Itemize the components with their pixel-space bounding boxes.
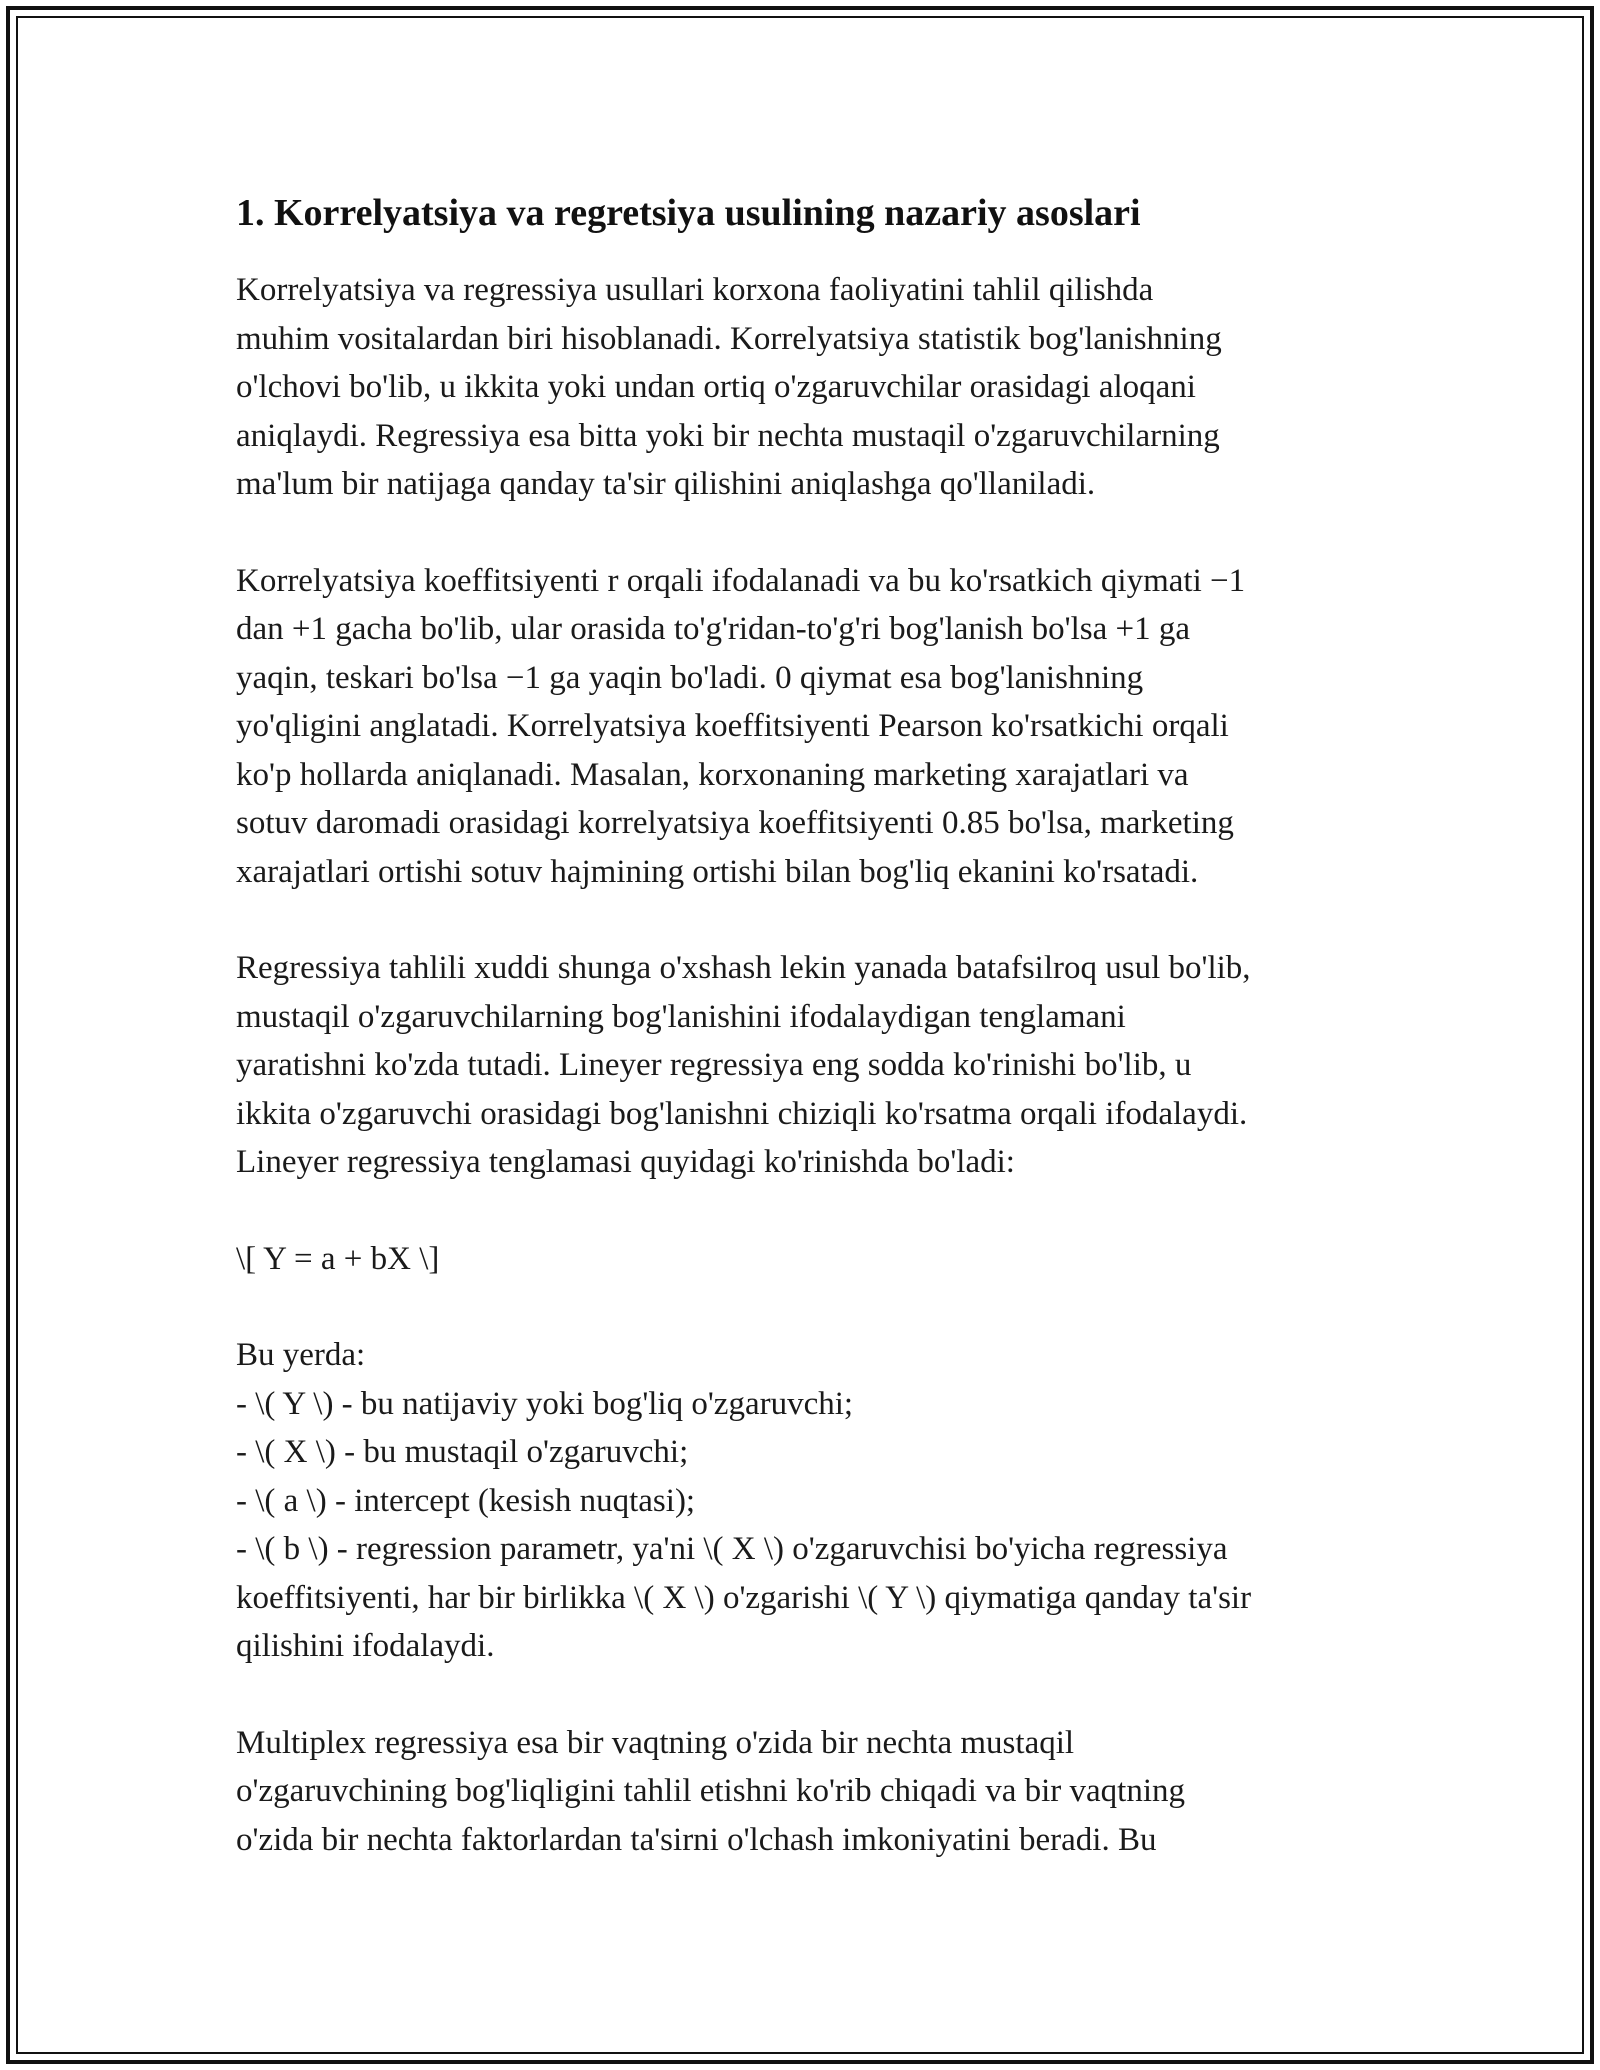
- text-line: ikkita o'zgaruvchi orasidagi bog'lanishni chiziqli ko'rsatma orqali ifodalaydi.: [236, 1095, 1248, 1132]
- definition-item: - \( X \) - bu mustaqil o'zgaruvchi;: [236, 1434, 689, 1470]
- text-line: o'zgaruvchining bog'liqligini tahlil etishni ko'rib chiqadi va bir vaqtning: [236, 1773, 1186, 1809]
- text-line: Multiplex regressiya esa bir vaqtning o'zida bir nechta mustaqil: [236, 1724, 1075, 1761]
- definition-item: - \( b \) - regression parametr, ya'ni \( X \) o'zgaruvchisi bo'yicha regressiya: [236, 1531, 1228, 1567]
- text-line: Korrelyatsiya va regressiya usullari korxona faoliyatini tahlil qilishda: [236, 272, 1154, 308]
- regression-formula: \[ Y = a + bX \]: [236, 1240, 440, 1277]
- text-line: muhim vositalardan biri hisoblanadi. Korrelyatsiya statistik bog'lanishning: [236, 320, 1222, 357]
- text-line: Lineyer regressiya tenglamasi quyidagi ko'rinishda bo'ladi:: [236, 1144, 1015, 1180]
- text-line: Regressiya tahlili xuddi shunga o'xshash lekin yanada batafsilroq usul bo'lib,: [236, 950, 1251, 986]
- definitions-list: [236, 1331, 1376, 1671]
- text-line: xarajatlari ortishi sotuv hajmining ortishi bilan bog'liq ekanini ko'rsatadi.: [236, 853, 1199, 890]
- text-line: mustaqil o'zgaruvchilarning bog'lanishini ifodalaydigan tenglamani: [236, 998, 1126, 1035]
- definition-item: - \( Y \) - bu natijaviy yoki bog'liq o'zgaruvchi;: [236, 1385, 854, 1422]
- text-line: ma'lum bir natijaga qanday ta'sir qilishini aniqlashga qo'llaniladi.: [236, 466, 1096, 502]
- definitions-intro: Bu yerda:: [236, 1337, 366, 1373]
- text-line: sotuv daromadi orasidagi korrelyatsiya koeffitsiyenti 0.85 bo'lsa, marketing: [236, 805, 1234, 841]
- definition-item-continued: koeffitsiyenti, har bir birlikka \( X \) o'zgarishi \( Y \) qiymatiga qanday ta'sir: [236, 1579, 1252, 1616]
- text-line: yaqin, teskari bo'lsa −1 ga yaqin bo'ladi. 0 qiymat esa bog'lanishning: [236, 659, 1144, 696]
- section-heading: 1. Korrelyatsiya va regretsiya usulining nazariy asoslari: [236, 192, 1141, 234]
- formula-block: [236, 1235, 1376, 1284]
- document-page: [236, 186, 1376, 1864]
- text-line: Korrelyatsiya koeffitsiyenti r orqali ifodalanadi va bu ko'rsatkich qiymati −1: [236, 562, 1246, 599]
- text-line: dan +1 gacha bo'lib, ular orasida to'g'ridan-to'g'ri bog'lanish bo'lsa +1 ga: [236, 611, 1191, 647]
- paragraph-correlation-coefficient: [236, 557, 1376, 897]
- definition-item-continued: qilishini ifodalaydi.: [236, 1628, 495, 1664]
- text-line: yo'qligini anglatadi. Korrelyatsiya koeffitsiyenti Pearson ko'rsatkichi orqali: [236, 708, 1229, 744]
- text-line: aniqlaydi. Regressiya esa bitta yoki bir nechta mustaqil o'zgaruvchilarning: [236, 417, 1220, 454]
- paragraph-intro: [236, 266, 1376, 509]
- paragraph-regression-analysis: [236, 944, 1376, 1187]
- paragraph-multiple-regression: [236, 1719, 1376, 1865]
- text-line: yaratishni ko'zda tutadi. Lineyer regressiya eng sodda ko'rinishi bo'lib, u: [236, 1047, 1192, 1083]
- text-line: o'lchovi bo'lib, u ikkita yoki undan ortiq o'zgaruvchilar orasidagi aloqani: [236, 369, 1196, 405]
- text-line: ko'p hollarda aniqlanadi. Masalan, korxonaning marketing xarajatlari va: [236, 756, 1189, 793]
- definition-item: - \( a \) - intercept (kesish nuqtasi);: [236, 1482, 696, 1519]
- text-line: o'zida bir nechta faktorlardan ta'sirni o'lchash imkoniyatini beradi. Bu: [236, 1821, 1157, 1858]
